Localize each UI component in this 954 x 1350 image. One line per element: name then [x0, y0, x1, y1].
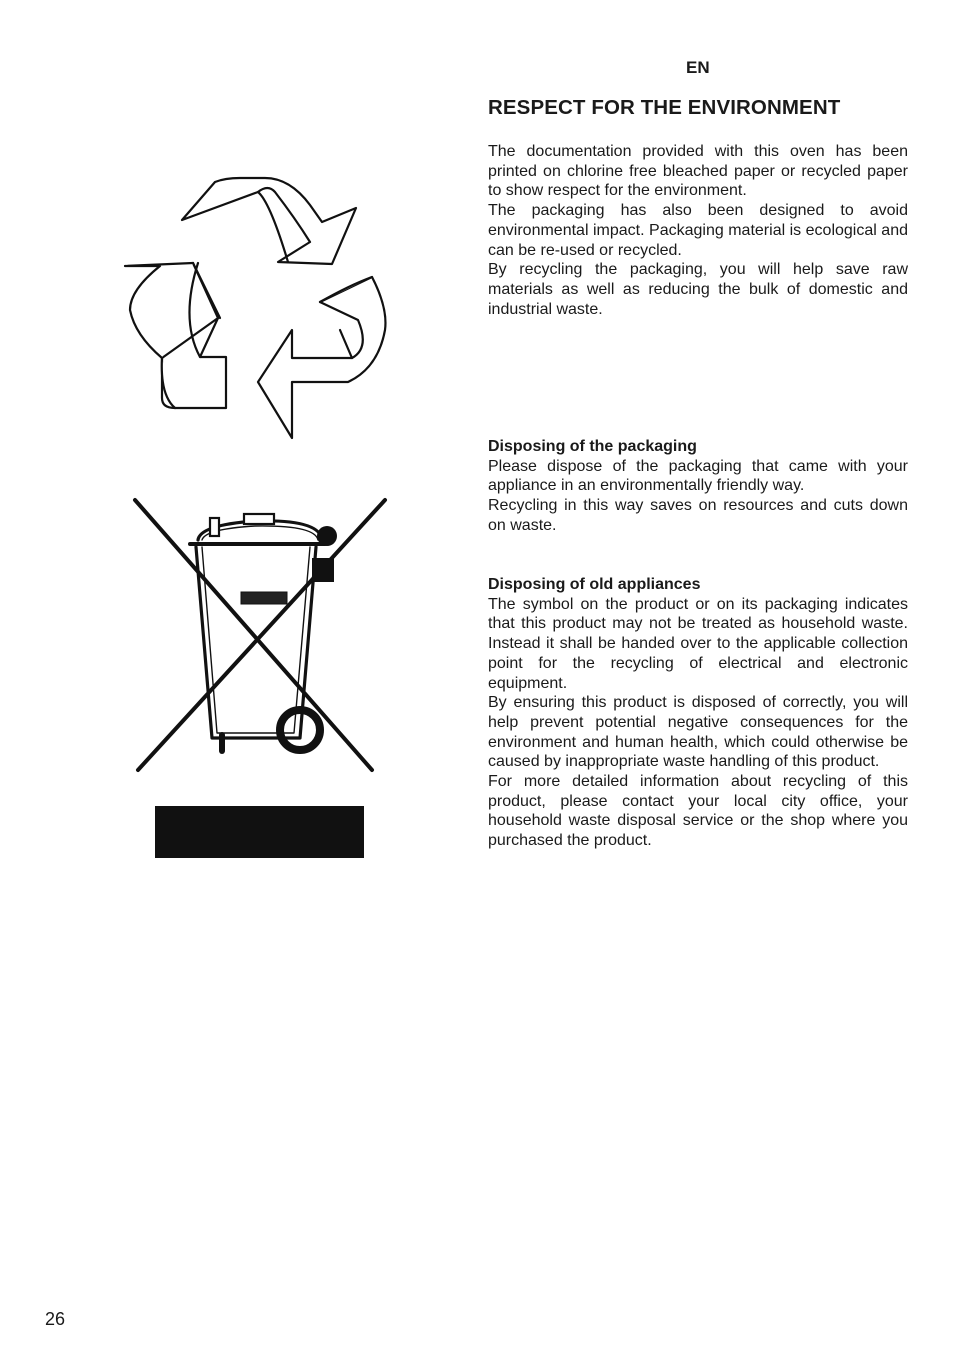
packaging-paragraph: Please dispose of the packaging that came with your appliance in an environmentally friendly way. [488, 457, 908, 495]
appliances-paragraph: By ensuring this product is disposed of correctly, you will help prevent potential negative consequences for the environment and human health, which could otherwise be caused by inappropriate waste handling of this product. [488, 694, 908, 771]
crossed-out-wheelie-bin-icon [130, 495, 395, 780]
intro-paragraph: The documentation provided with this oven has been printed on chlorine free bleached paper or recycled paper to show respect for the environment. [488, 143, 908, 200]
recycle-icon [120, 170, 395, 445]
packaging-heading: Disposing of the packaging [488, 438, 697, 455]
appliances-paragraph: For more detailed information about recycling of this product, please contact your local city office, your household waste disposal service or the shop where you purchased the product. [488, 773, 908, 850]
appliances-paragraph: The symbol on the product or on its packaging indicates that this product may not be treated as household waste. Instead it shall be handed over to the applicable collection point for the recycling of electrical and electronic equipment. [488, 595, 908, 692]
intro-section [488, 142, 908, 319]
intro-paragraph: By recycling the packaging, you will help save raw materials as well as reducing the bulk of domestic and industrial waste. [488, 261, 908, 318]
page-number: 26 [45, 1309, 66, 1329]
page-title: RESPECT FOR THE ENVIRONMENT [488, 96, 841, 119]
packaging-section [488, 437, 908, 536]
appliances-section [488, 575, 908, 851]
packaging-paragraph: Recycling in this way saves on resources and cuts down on waste. [488, 497, 908, 534]
language-code: EN [686, 58, 710, 77]
black-bar [155, 806, 364, 858]
intro-paragraph: The packaging has also been designed to avoid environmental impact. Packaging material is ecological and can be re-used or recycled. [488, 202, 908, 259]
appliances-heading: Disposing of old appliances [488, 576, 701, 593]
